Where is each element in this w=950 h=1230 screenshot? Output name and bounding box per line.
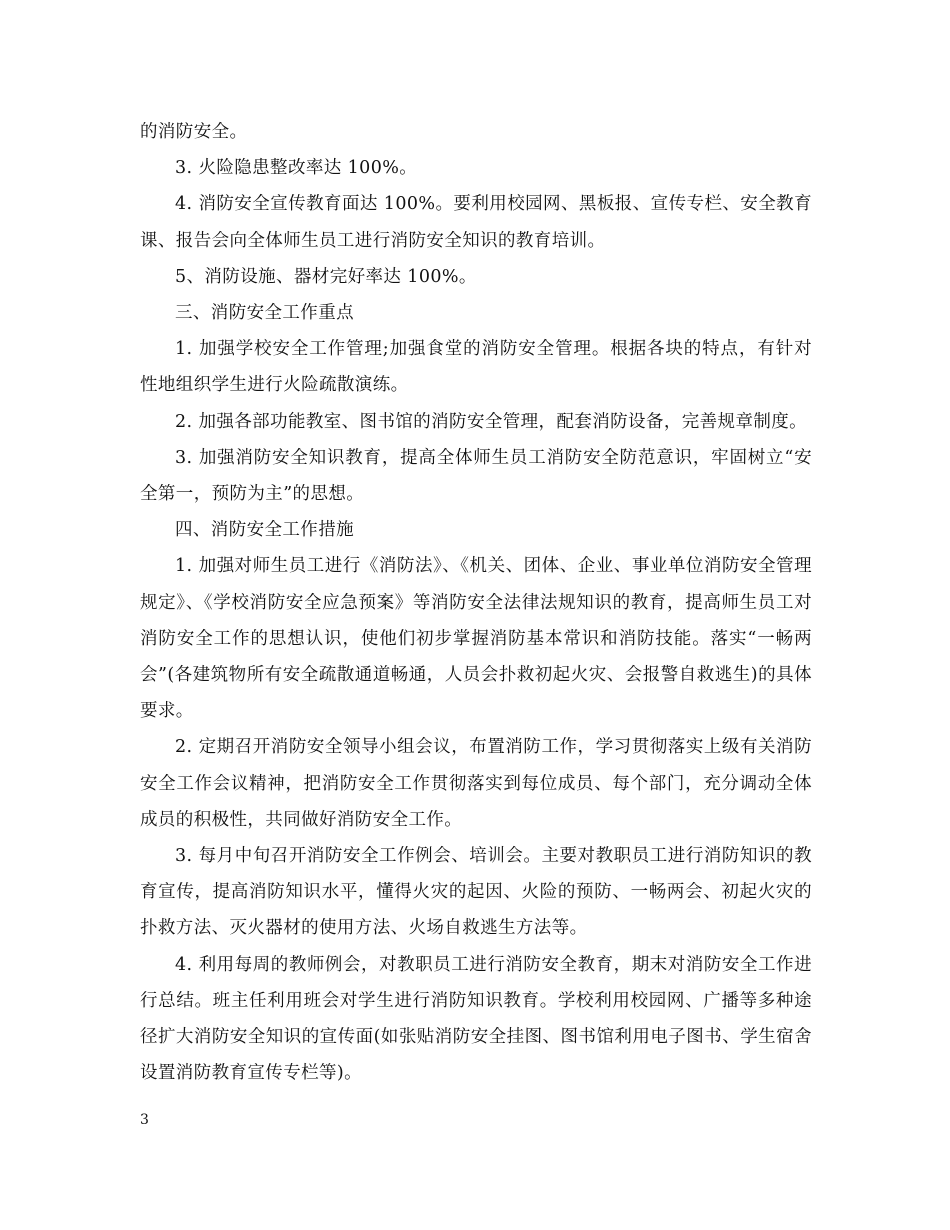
paragraph-continuation: 的消防安全。 bbox=[140, 122, 248, 142]
paragraph-measure-4: 4. 利用每周的教师例会，对教职员工进行消防安全教育，期末对消防安全工作进行总结。班主任利用班会对学生进行消防知识教育。学校利用校园网、广播等多种途径扩大消防安全知识的宣传面(如张贴消防安全挂图、图书馆利用电子图书、学生宿舍设置消防教育宣传专栏等)。 bbox=[140, 954, 812, 1084]
section-heading-key-points: 三、消防安全工作重点 bbox=[175, 303, 354, 324]
document-body bbox=[140, 114, 812, 1091]
section-heading-measures: 四、消防安全工作措施 bbox=[175, 520, 354, 541]
page-number: 3 bbox=[140, 1112, 149, 1128]
paragraph-measure-3: 3. 每月中旬召开消防安全工作例会、培训会。主要对教职员工进行消防知识的教育宣传，提高消防知识水平，懂得火灾的起因、火险的预防、一畅两会、初起火灾的扑救方法、灭火器材的使用方法、火场自救逃生方法等。 bbox=[140, 846, 812, 939]
paragraph-key-point-1: 1. 加强学校安全工作管理;加强食堂的消防安全管理。根据各块的特点，有针对性地组织学生进行火险疏散演练。 bbox=[140, 339, 812, 396]
paragraph-key-point-3: 3. 加强消防安全知识教育，提高全体师生员工消防安全防范意识，牢固树立“安全第一，预防为主”的思想。 bbox=[140, 447, 812, 505]
paragraph-item-5-equipment-rate: 5、消防设施、器材完好率达 100%。 bbox=[175, 266, 477, 287]
paragraph-measure-1: 1. 加强对师生员工进行《消防法》、《机关、团体、企业、事业单位消防安全管理规定》、《学校消防安全应急预案》等消防安全法律法规知识的教育，提高师生员工对消防安全工作的思想认识，使他们初步掌握消防基本常识和消防技能。落实“一畅两会”(各建筑物所有安全疏散通道畅通，人员会扑救初起火灾、会报警自救逃生)的具体要求。 bbox=[140, 556, 812, 722]
paragraph-item-3-hazard-rectification: 3. 火险隐患整改率达 100%。 bbox=[175, 158, 418, 179]
paragraph-item-4-publicity-coverage: 4. 消防安全宣传教育面达 100%。要利用校园网、黑板报、宣传专栏、安全教育课、报告会向全体师生员工进行消防安全知识的教育培训。 bbox=[140, 194, 812, 251]
paragraph-measure-2: 2. 定期召开消防安全领导小组会议，布置消防工作，学习贯彻落实上级有关消防安全工作会议精神，把消防安全工作贯彻落实到每位成员、每个部门，充分调动全体成员的积极性，共同做好消防安全工作。 bbox=[140, 737, 812, 830]
paragraph-key-point-2: 2. 加强各部功能教室、图书馆的消防安全管理，配套消防设备，完善规章制度。 bbox=[175, 411, 808, 432]
